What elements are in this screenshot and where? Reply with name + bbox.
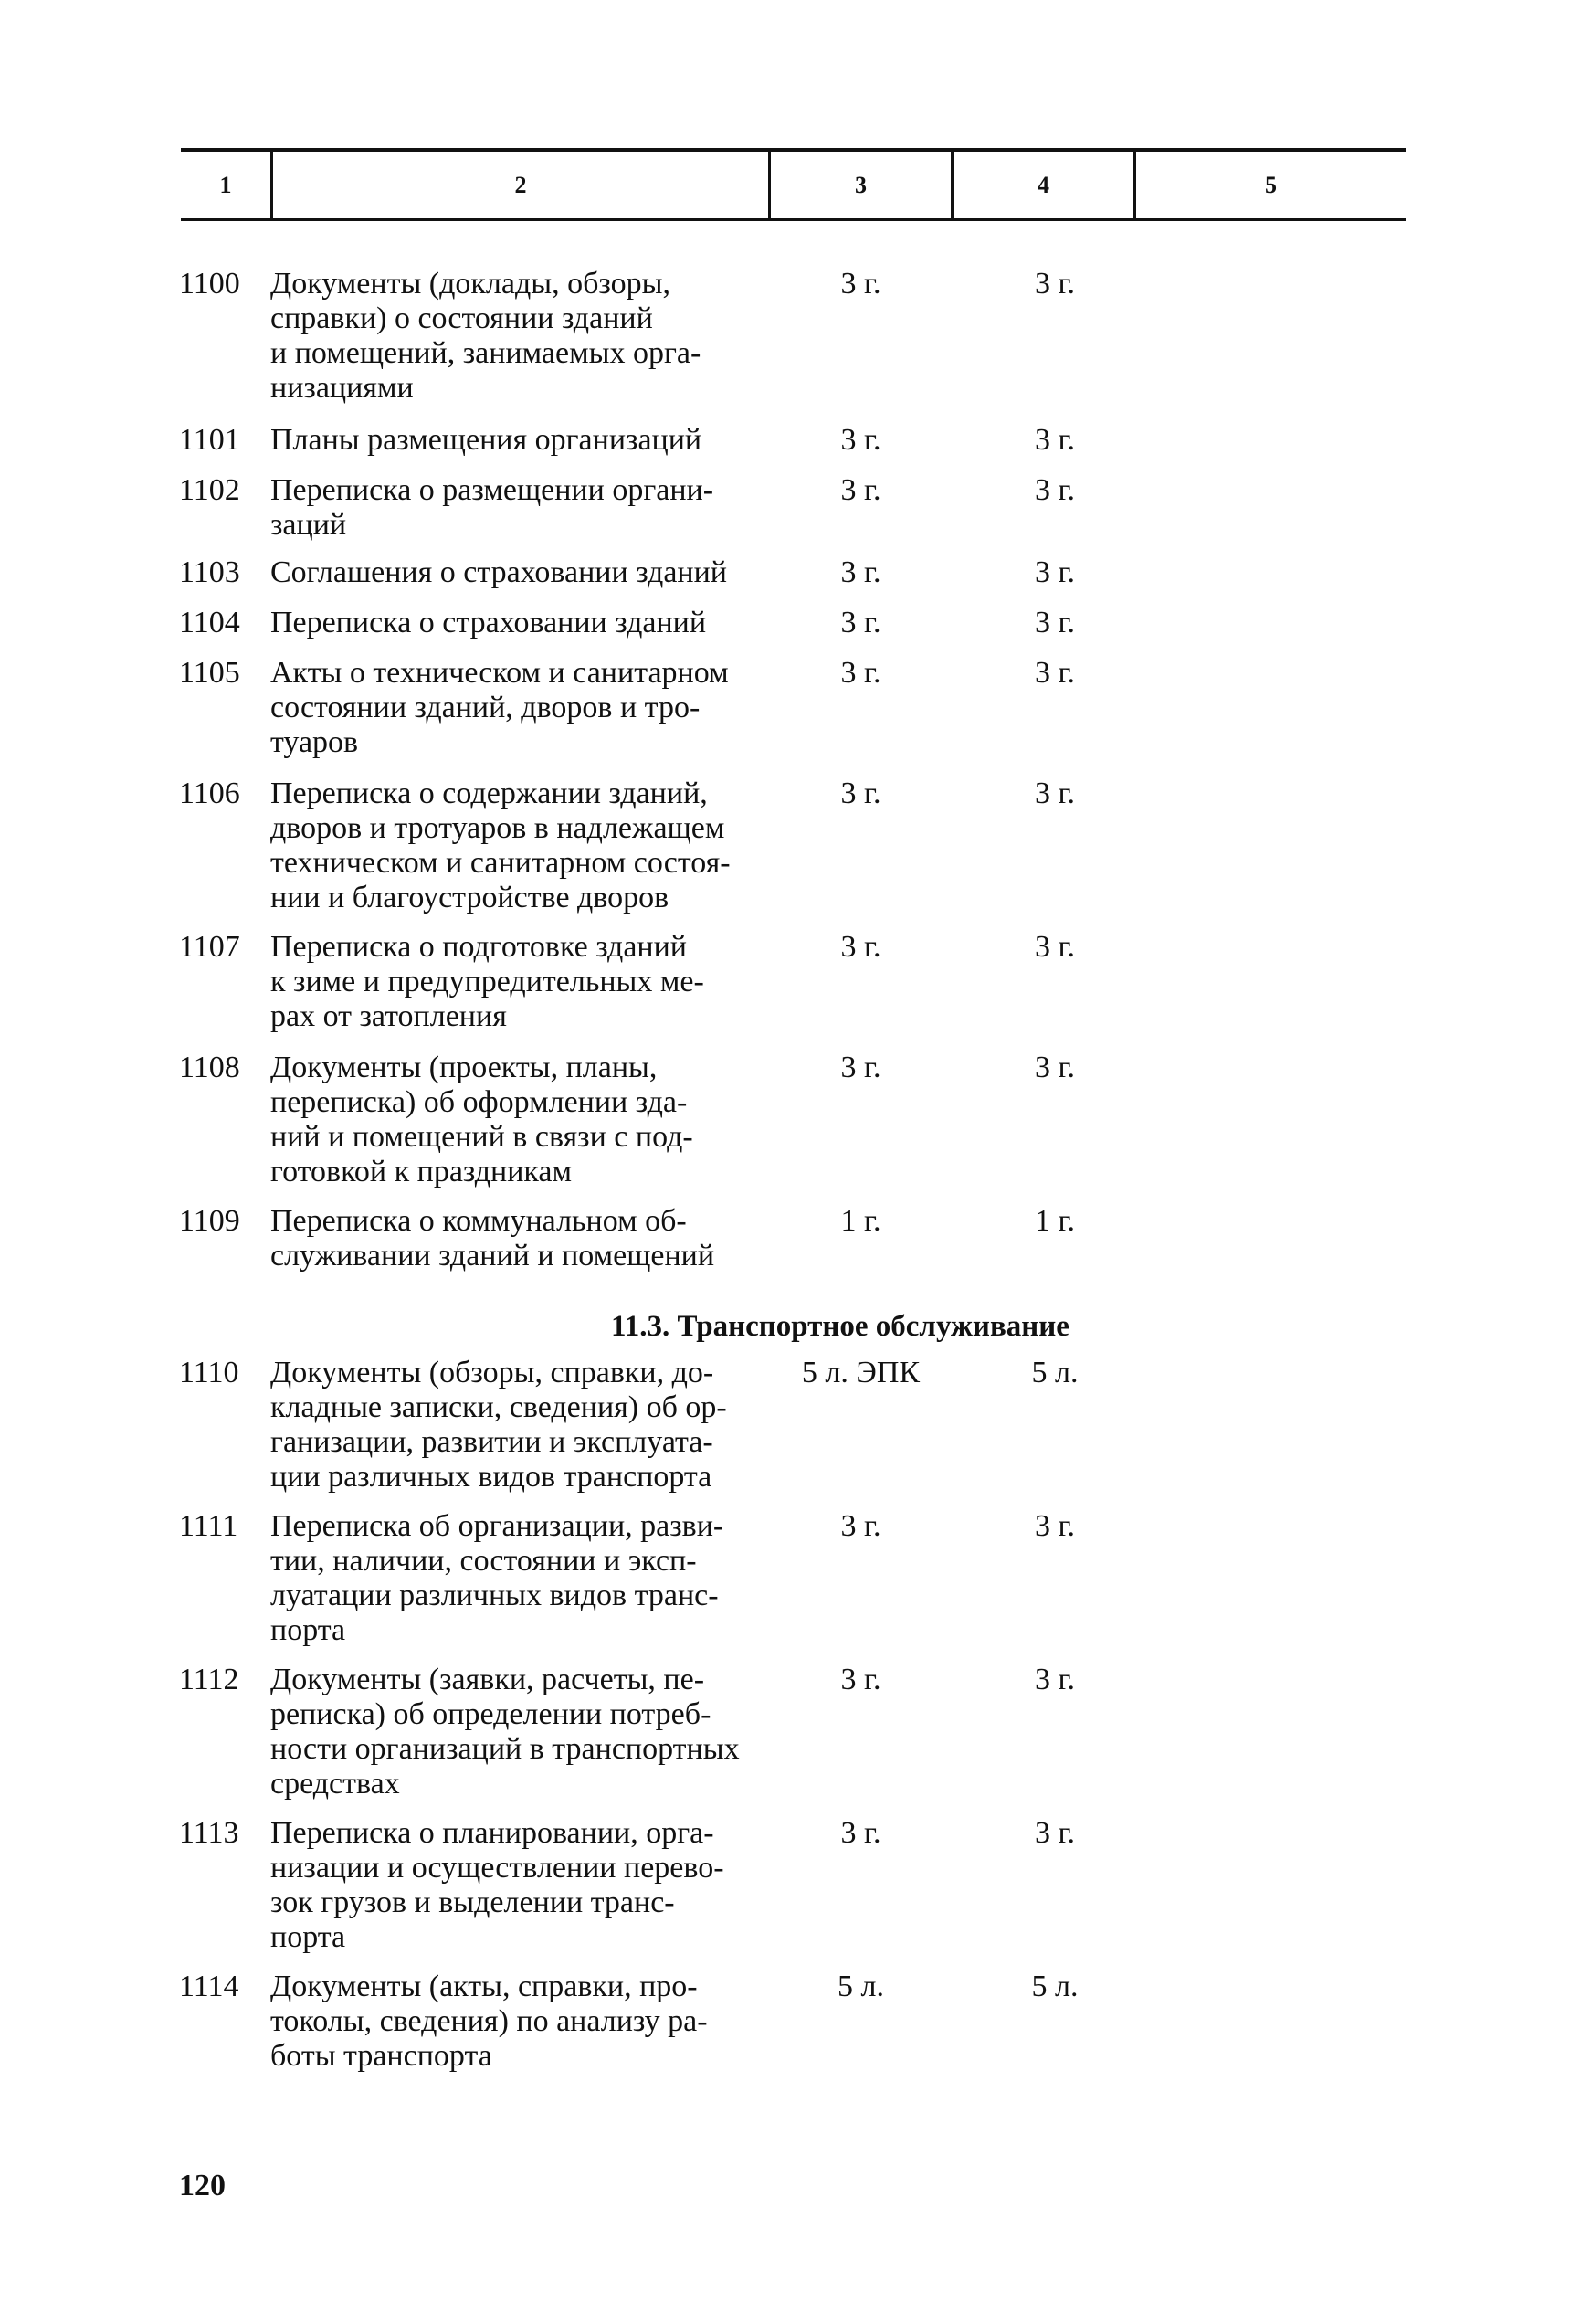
retention-period-col3: 3 г.: [840, 473, 881, 507]
row-code: 1109: [179, 1204, 240, 1238]
retention-period-col3: 3 г.: [840, 267, 881, 301]
retention-period-col3: 3 г.: [840, 555, 881, 589]
row-code: 1104: [179, 606, 240, 639]
row-code: 1111: [179, 1509, 238, 1543]
description-line: ний и помещений в связи с под-: [270, 1120, 693, 1154]
row-description: [270, 656, 782, 760]
row-description: [270, 473, 782, 543]
header-col-2: 2: [270, 152, 768, 218]
retention-period-col3: 3 г.: [840, 1663, 881, 1696]
description-line: ции различных видов транспорта: [270, 1460, 712, 1494]
description-line: Переписка о коммунальном об-: [270, 1204, 687, 1238]
retention-period-col4: 3 г.: [1034, 656, 1076, 690]
retention-period-col4: 5 л.: [1031, 1970, 1079, 2003]
description-line: Переписка о содержании зданий,: [270, 776, 708, 810]
retention-period-col3: 3 г.: [840, 423, 881, 457]
description-line: низации и осуществлении перево-: [270, 1851, 724, 1885]
description-line: ности организаций в транспортных: [270, 1732, 740, 1766]
retention-period-col4: 3 г.: [1034, 606, 1076, 639]
description-line: порта: [270, 1613, 346, 1647]
row-description: [270, 423, 782, 458]
description-line: Документы (доклады, обзоры,: [270, 267, 670, 301]
retention-period-col4: 3 г.: [1034, 1816, 1076, 1850]
row-code: 1100: [179, 267, 240, 301]
retention-period-col3: 3 г.: [840, 656, 881, 690]
retention-period-col3: 3 г.: [840, 1051, 881, 1084]
retention-period-col3: 3 г.: [840, 606, 881, 639]
retention-period-col4: 1 г.: [1034, 1204, 1076, 1238]
description-line: к зиме и предупредительных ме-: [270, 965, 704, 998]
retention-period-col3: 3 г.: [840, 776, 881, 810]
description-line: луатации различных видов транс-: [270, 1579, 719, 1612]
description-line: Планы размещения организаций: [270, 423, 702, 457]
retention-period-col3: 5 л. ЭПК: [801, 1356, 921, 1389]
description-line: Переписка об организации, разви-: [270, 1509, 724, 1543]
row-description: [270, 1356, 782, 1495]
retention-period-col3: 3 г.: [840, 1509, 881, 1543]
header-col-1: 1: [219, 171, 232, 198]
page-number: 120: [179, 2169, 226, 2203]
row-code: 1112: [179, 1663, 239, 1696]
row-code: 1110: [179, 1356, 239, 1389]
retention-period-col4: 3 г.: [1034, 423, 1076, 457]
description-line: реписка) об определении потреб-: [270, 1697, 711, 1731]
description-line: порта: [270, 1920, 346, 1954]
description-line: ганизации, развитии и эксплуата-: [270, 1425, 713, 1459]
description-line: состоянии зданий, дворов и тро-: [270, 691, 701, 724]
row-code: 1103: [179, 555, 240, 589]
description-line: кладные записки, сведения) об ор-: [270, 1390, 727, 1424]
description-line: Документы (акты, справки, про-: [270, 1970, 698, 2003]
row-code: 1102: [179, 473, 240, 507]
retention-period-col4: 3 г.: [1034, 555, 1076, 589]
retention-period-col3: 1 г.: [840, 1204, 881, 1238]
description-line: средствах: [270, 1767, 400, 1801]
description-line: Переписка о подготовке зданий: [270, 930, 687, 964]
header-col-4: 4: [951, 152, 1133, 218]
description-line: Документы (обзоры, справки, до-: [270, 1356, 714, 1389]
description-line: Переписка о страховании зданий: [270, 606, 707, 639]
description-line: токолы, сведения) по анализу ра-: [270, 2004, 708, 2038]
description-line: рах от затопления: [270, 999, 507, 1033]
description-line: зок грузов и выделении транс-: [270, 1886, 675, 1919]
row-description: [270, 1816, 782, 1955]
description-line: Соглашения о страховании зданий: [270, 555, 727, 589]
row-description: [270, 1204, 782, 1273]
retention-period-col4: 3 г.: [1034, 267, 1076, 301]
retention-period-col3: 3 г.: [840, 1816, 881, 1850]
row-code: 1106: [179, 776, 240, 810]
description-line: тии, наличии, состоянии и эксп-: [270, 1544, 697, 1578]
row-description: [270, 606, 782, 640]
description-line: справки) о состоянии зданий: [270, 301, 653, 335]
row-description: [270, 267, 782, 406]
retention-period-col3: 5 л.: [838, 1970, 884, 2003]
description-line: заций: [270, 508, 347, 542]
retention-period-col4: 5 л.: [1031, 1356, 1079, 1389]
description-line: низациями: [270, 371, 414, 405]
description-line: и помещений, занимаемых орга-: [270, 336, 701, 370]
row-code: 1108: [179, 1051, 240, 1084]
retention-period-col4: 3 г.: [1034, 1051, 1076, 1084]
description-line: туаров: [270, 725, 359, 759]
row-description: [270, 776, 782, 915]
description-line: Переписка о планировании, орга-: [270, 1816, 714, 1850]
row-code: 1105: [179, 656, 240, 690]
row-code: 1107: [179, 930, 240, 964]
description-line: Переписка о размещении органи-: [270, 473, 714, 507]
row-code: 1114: [179, 1970, 239, 2003]
retention-period-col4: 3 г.: [1034, 930, 1076, 964]
row-code: 1101: [179, 423, 240, 457]
row-description: [270, 1663, 782, 1801]
description-line: боты транспорта: [270, 2039, 492, 2073]
row-description: [270, 1051, 782, 1189]
retention-period-col3: 3 г.: [840, 930, 881, 964]
row-code: 1113: [179, 1816, 239, 1850]
retention-period-col4: 3 г.: [1034, 1663, 1076, 1696]
description-line: Документы (заявки, расчеты, пе-: [270, 1663, 705, 1696]
description-line: Акты о техническом и санитарном: [270, 656, 729, 690]
description-line: готовкой к праздникам: [270, 1155, 573, 1188]
section-title: 11.3. Транспортное обслуживание: [611, 1310, 1069, 1343]
description-line: Документы (проекты, планы,: [270, 1051, 658, 1084]
description-line: техническом и санитарном состоя-: [270, 846, 731, 880]
table-header: [181, 148, 1406, 221]
row-description: [270, 555, 782, 590]
description-line: служивании зданий и помещений: [270, 1239, 715, 1273]
retention-period-col4: 3 г.: [1034, 1509, 1076, 1543]
row-description: [270, 930, 782, 1034]
description-line: дворов и тротуаров в надлежащем: [270, 811, 725, 845]
header-col-3: 3: [768, 152, 951, 218]
row-description: [270, 1970, 782, 2074]
description-line: переписка) об оформлении зда-: [270, 1085, 688, 1119]
retention-period-col4: 3 г.: [1034, 776, 1076, 810]
row-description: [270, 1509, 782, 1648]
description-line: нии и благоустройстве дворов: [270, 881, 669, 914]
header-col-5: 5: [1133, 152, 1406, 218]
retention-period-col4: 3 г.: [1034, 473, 1076, 507]
